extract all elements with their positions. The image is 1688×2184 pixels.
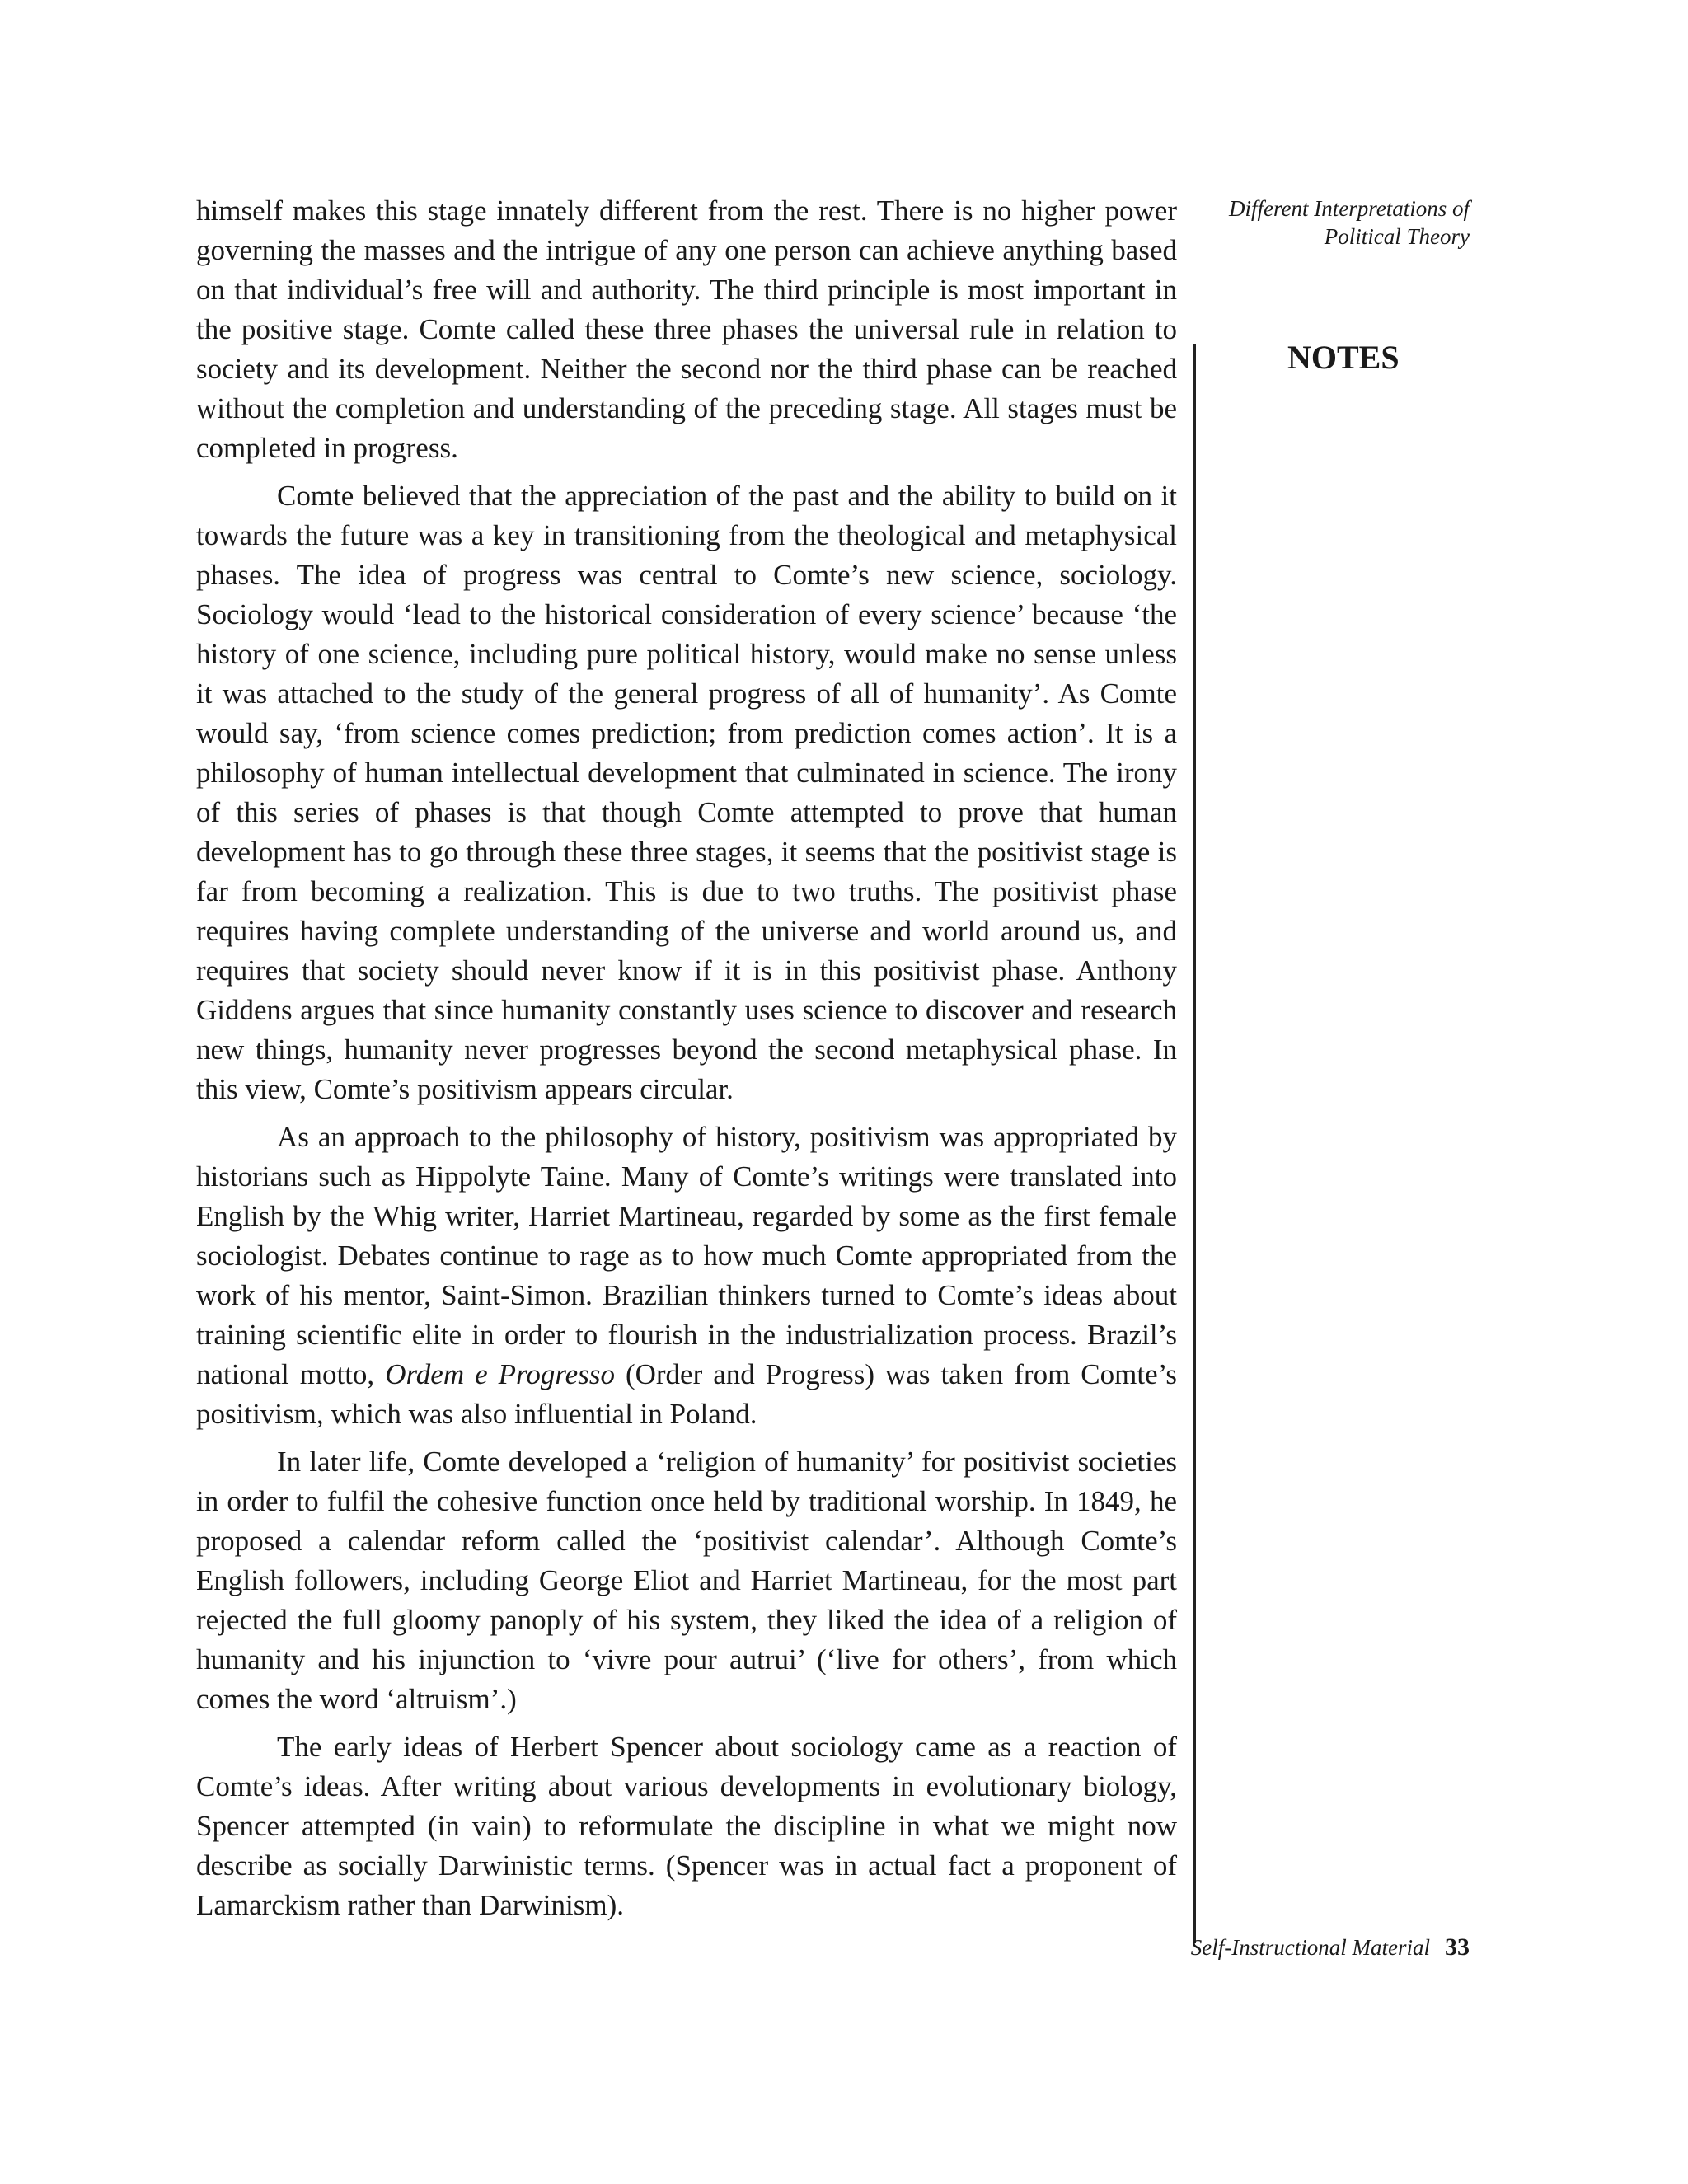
page-number: 33 [1445,1933,1470,1961]
body-text [196,191,1177,1925]
paragraph-4: In later life, Comte developed a ‘religion of humanity’ for positivist societies in order to fulfil the cohesive function once held by traditional worship. In 1849, he proposed a calendar reform called the ‘positivist calendar’. Although Comte’s English followers, including George Eliot and Harriet Martineau, for the most part rejected the full gloomy panoply of his system, they liked the idea of a religion of humanity and his injunction to ‘vivre pour autrui’ (‘live for others’, from which comes the word ‘altruism’.) [196,1446,1177,1715]
paragraph-2: Comte believed that the appreciation of the past and the ability to build on it towards the future was a key in transitioning from the theological and metaphysical phases. The idea of progress was central to Comte’s new science, sociology. Sociology would ‘lead to the historical consideration of every science’ because ‘the history of one science, including pure political history, would make no sense unless it was attached to the study of the general progress of all of humanity’. As Comte would say, ‘from science comes prediction; from prediction comes action’. It is a philosophy of human intellectual development that culminated in science. The irony of this series of phases is that though Comte attempted to prove that human development has to go through these three stages, it seems that the positivist stage is far from becoming a realization. This is due to two truths. The positivist phase requires having complete understanding of the universe and world around us, and requires that society should never know if it is in this positivist phase. Anthony Giddens argues that since humanity constantly uses science to discover and research new things, humanity never progresses beyond the second metaphysical phase. In this view, Comte’s positivism appears circular. [196,480,1177,1105]
paragraph-1: himself makes this stage innately different from the rest. There is no higher power governing the masses and the intrigue of any one person can achieve anything based on that individual’s free will and authority. The third principle is most important in the positive stage. Comte called these three phases the universal rule in relation to society and its development. Neither the second nor the third phase can be reached without the completion and understanding of the preceding stage. All stages must be completed in progress. [196,194,1177,464]
paragraph-3-italic-motto: Ordem e Progresso [385,1358,615,1390]
page-footer [1191,1933,1470,1961]
notes-label: NOTES [1287,339,1400,376]
paragraph-3 [196,1118,1177,1434]
paragraph-5: The early ideas of Herbert Spencer about sociology came as a reaction of Comte’s ideas. After writing about various developments in evolutionary biology, Spencer attempted (in vain) to reformulate the discipline in what we might now describe as socially Darwinistic terms. (Spencer was in actual fact a proponent of Lamarckism rather than Darwinism). [196,1731,1177,1921]
paragraph-3-text-end: (Order and Progress) was taken from Comte’s positivism, which was also influential in Poland. [196,1358,1177,1430]
running-header-line-1: Different Interpretations of [1229,196,1470,221]
running-header [1173,194,1470,251]
paragraph-3-text-start: As an approach to the philosophy of history, positivism was appropriated by historians such as Hippolyte Taine. Many of Comte’s writings were translated into English by the Whig writer, Harriet Martineau, regarded by some as the first female sociologist. Debates continue to rage as to how much Comte appropriated from the work of his mentor, Saint-Simon. Brazilian thinkers turned to Comte’s ideas about training scientific elite in order to flourish in the industrialization process. Brazil’s national motto, [196,1121,1177,1390]
margin-divider-rule [1193,344,1196,1943]
running-header-line-2: Political Theory [1324,224,1470,249]
footer-label: Self-Instructional Material [1190,1935,1430,1960]
